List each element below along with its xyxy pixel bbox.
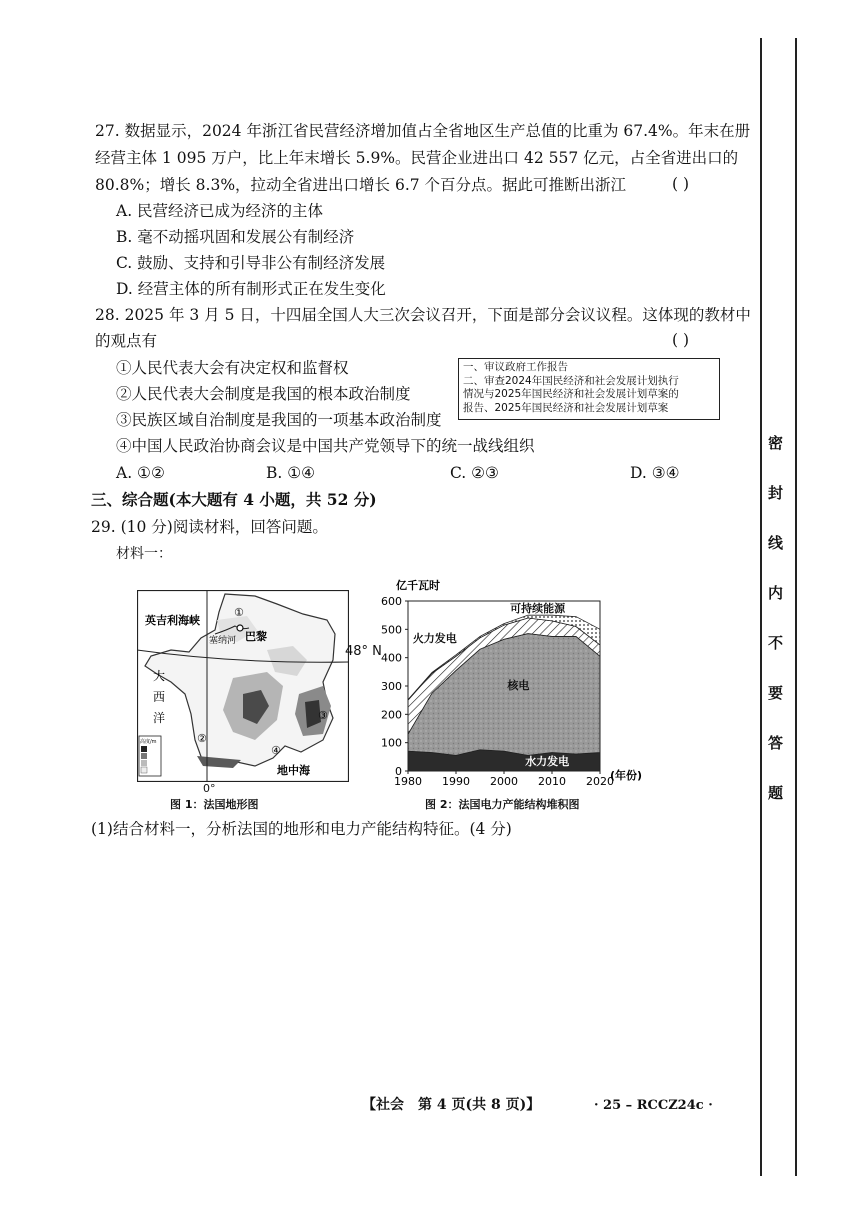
y-tick-label: 0: [395, 765, 402, 778]
q28-statement-1: ①人民代表大会有决定权和监督权: [116, 359, 349, 377]
map-caption: 图 1：法国地形图: [170, 798, 259, 811]
y-tick-label: 200: [381, 708, 402, 722]
q27-option-c: C. 鼓励、支持和引导非公有制经济发展: [116, 254, 386, 272]
x-tick-label: 2020: [586, 775, 614, 788]
marker-2: ②: [197, 732, 207, 745]
exam-code: · 25 – RCCZ24c ·: [594, 1098, 713, 1113]
q28-choice-d: D. ③④: [630, 464, 680, 482]
margin-char: 答: [768, 734, 784, 752]
agenda-line: 情况与2025年国民经济和社会发展计划草案的: [463, 388, 679, 400]
y-tick-label: 600: [381, 595, 402, 608]
q28-answer-paren: ( ): [672, 331, 690, 349]
latitude-label: 48° N: [345, 644, 382, 659]
x-tick-label: 1990: [442, 775, 470, 788]
q28-choice-b: B. ①④: [266, 464, 316, 482]
q28-statement-2: ②人民代表大会制度是我国的根本政治制度: [116, 385, 411, 403]
q27-stem-line-2: 经营主体 1 095 万户，比上年末增长 5.9%。民营企业进出口 42 557 亿元，占全省进出口的: [95, 149, 739, 167]
legend-title: 高度/m: [140, 739, 157, 745]
margin-char: 题: [768, 784, 784, 802]
sea-label: 地中海: [277, 764, 310, 777]
x-axis-label: (年份): [610, 769, 643, 782]
renewable-label: 可持续能源: [510, 601, 566, 615]
longitude-label: 0°: [203, 782, 216, 795]
y-axis-label: 亿千瓦时: [396, 579, 440, 592]
margin-char: 线: [768, 534, 784, 552]
marker-3: ③: [318, 709, 328, 722]
y-tick-label: 300: [381, 680, 402, 693]
q27-stem-line-1: 27. 数据显示，2024 年浙江省民营经济增加值占全省地区生产总值的比重为 67.4%。年末在册: [95, 122, 751, 140]
ocean-label-2: 西: [153, 690, 166, 704]
x-tick-label: 2010: [538, 775, 566, 788]
margin-char: 不: [768, 634, 784, 652]
margin-char: 封: [768, 484, 784, 502]
nuclear-area: [408, 634, 600, 756]
q28-stem-line-1: 28. 2025 年 3 月 5 日，十四届全国人大三次会议召开，下面是部分会议议程。这体现的教材中: [95, 306, 751, 324]
strait-label: 英吉利海峡: [145, 614, 200, 627]
q27-option-d: D. 经营主体的所有制形式正在发生变化: [116, 280, 386, 298]
agenda-line: 报告、2025年国民经济和社会发展计划草案: [463, 401, 669, 414]
ocean-label-1: 大: [153, 669, 166, 683]
agenda-line: 二、审查2024年国民经济和社会发展计划执行: [463, 374, 679, 387]
marker-1: ①: [234, 606, 244, 619]
q28-choice-c: C. ②③: [450, 464, 499, 482]
section-title: 三、综合题(本大题有 4 小题，共 52 分): [91, 490, 377, 509]
margin-char: 密: [768, 434, 784, 452]
nuclear-label: 核电: [507, 678, 530, 692]
q28-choice-a: A. ①②: [116, 464, 165, 482]
paris-label: 巴黎: [245, 630, 267, 643]
margin-char: 内: [768, 584, 784, 602]
y-tick-label: 500: [381, 623, 402, 637]
agenda-line: 一、审议政府工作报告: [463, 361, 568, 373]
thermal-label: 火力发电: [412, 632, 457, 646]
margin-char: 要: [768, 684, 784, 702]
q27-option-a: A. 民营经济已成为经济的主体: [116, 202, 324, 220]
q27-option-b: B. 毫不动摇巩固和发展公有制经济: [116, 228, 355, 246]
material-label: 材料一：: [116, 546, 172, 562]
binding-line-right: [795, 38, 797, 1176]
q28-statement-3: ③民族区域自治制度是我国的一项基本政治制度: [116, 411, 442, 429]
x-tick-label: 2000: [490, 775, 518, 788]
page-footer: 【社会 第 4 页(共 8 页)】: [362, 1097, 541, 1113]
q27-answer-paren: ( ): [672, 175, 690, 193]
y-tick-label: 100: [381, 736, 402, 750]
power-structure-chart: [370, 575, 660, 790]
q28-stem-line-2: 的观点有: [95, 332, 158, 350]
chart-caption: 图 2：法国电力产能结构堆积图: [425, 798, 580, 811]
x-tick-label: 1980: [394, 775, 422, 788]
france-terrain-map: [137, 590, 349, 782]
binding-line-left: [760, 38, 762, 1176]
hydro-label: 水力发电: [525, 754, 570, 768]
q29-subquestion-1: (1)结合材料一，分析法国的地形和电力产能结构特征。(4 分): [91, 820, 512, 838]
y-tick-label: 400: [381, 651, 402, 665]
ocean-label-3: 洋: [153, 711, 166, 725]
agenda-box: [458, 358, 720, 420]
q28-statement-4: ④中国人民政治协商会议是中国共产党领导下的统一战线组织: [116, 437, 535, 455]
q27-stem-line-3: 80.8%；增长 8.3%，拉动全省进出口增长 6.7 个百分点。据此可推断出浙江: [95, 176, 627, 194]
q29-intro: 29. (10 分)阅读材料，回答问题。: [91, 518, 328, 536]
marker-4: ④: [271, 744, 281, 757]
seine-label: 塞纳河: [209, 636, 237, 646]
